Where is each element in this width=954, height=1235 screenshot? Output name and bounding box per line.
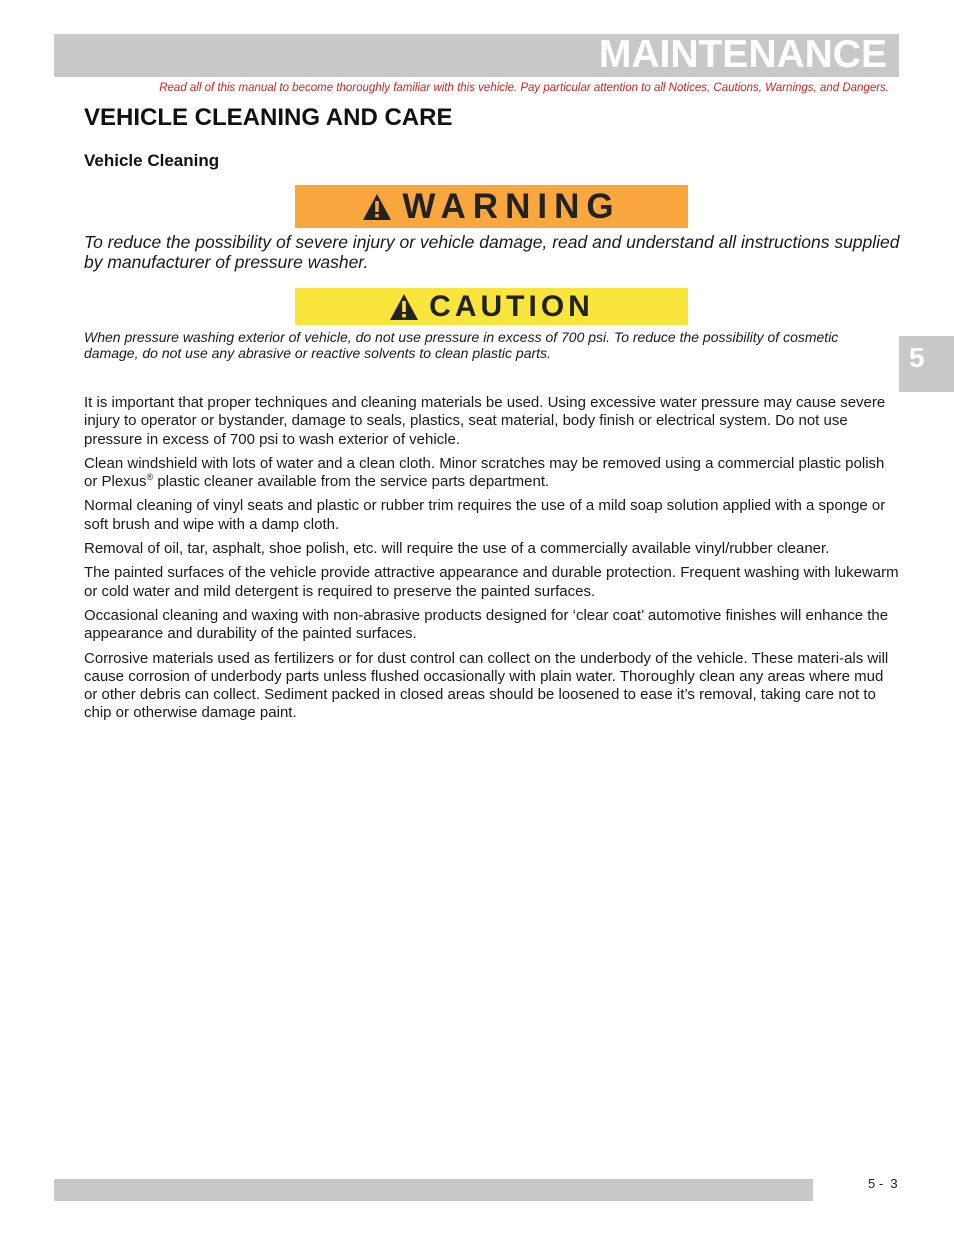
safety-notice: Read all of this manual to become thoroughly familiar with this vehicle. Pay particular attention to all Notices, Cautions, Warnings, and Dangers.: [159, 82, 889, 94]
paragraph-windshield-a: Clean windshield with lots of water and a clean cloth. Minor scratches may be removed using a commercial plastic polish or Plexus: [84, 454, 885, 491]
body-text: [84, 394, 900, 729]
header-bar: [54, 34, 899, 77]
paragraph-corrosive: Corrosive materials used as fertilizers or for dust control can collect on the underbody of the vehicle. These materi-als will cause corrosion of underbody parts unless flushed occasionally with plain water. Thoroughly clean any areas where mud or other debris can collect. Sediment packed in closed areas should be loosened to ease it’s removal, taking care not to chip or otherwise damage paint.: [84, 649, 889, 722]
caution-text: When pressure washing exterior of vehicle, do not use pressure in excess of 700 psi. To reduce the possibility of cosmetic damage, do not use any abrasive or reactive solvents to clean plastic parts.: [84, 329, 839, 361]
caution-triangle-icon: [389, 292, 419, 322]
caution-label: CAUTION: [429, 289, 594, 323]
chapter-tab: [899, 336, 954, 392]
subsection-title: Vehicle Cleaning: [84, 151, 220, 170]
chapter-tab-label: 5: [909, 342, 925, 373]
page-number: 5 - 3: [868, 1176, 898, 1191]
section-title: VEHICLE CLEANING AND CARE: [84, 104, 453, 131]
paragraph-pressure: It is important that proper techniques and cleaning materials be used. Using excessive water pressure may cause severe injury to operator or bystander, damage to seals, plastics, seat material, body finish or electrical system. Do not use pressure in excess of 700 psi to wash exterior of vehicle.: [84, 394, 886, 448]
paragraph-oil: Removal of oil, tar, asphalt, shoe polish, etc. will require the use of a commercially available vinyl/rubber cleaner.: [84, 540, 830, 558]
footer-bar: [54, 1179, 813, 1201]
registered-mark: ®: [146, 472, 154, 483]
caution-banner: [295, 288, 688, 325]
paragraph-waxing: Occasional cleaning and waxing with non-abrasive products designed for ‘clear coat’ automotive finishes will enhance the appearance and durability of the painted surfaces.: [84, 606, 889, 643]
paragraph-windshield-b: plastic cleaner available from the service parts department.: [153, 473, 550, 491]
warning-triangle-icon: [362, 192, 392, 222]
warning-label: WARNING: [402, 186, 621, 226]
warning-text: To reduce the possibility of severe injury or vehicle damage, read and understand all instructions supplied by manufacturer of pressure washer.: [84, 232, 900, 272]
paragraph-windshield: [84, 455, 900, 492]
paragraph-painted: The painted surfaces of the vehicle provide attractive appearance and durable protection. Frequent washing with lukewarm or cold water and mild detergent is required to preserve the painted surfaces.: [84, 564, 899, 600]
warning-banner: [295, 185, 688, 228]
paragraph-vinyl: Normal cleaning of vinyl seats and plastic or rubber trim requires the use of a mild soap solution applied with a sponge or soft brush and wipe with a damp cloth.: [84, 497, 886, 533]
page-title: MAINTENANCE: [598, 33, 887, 76]
